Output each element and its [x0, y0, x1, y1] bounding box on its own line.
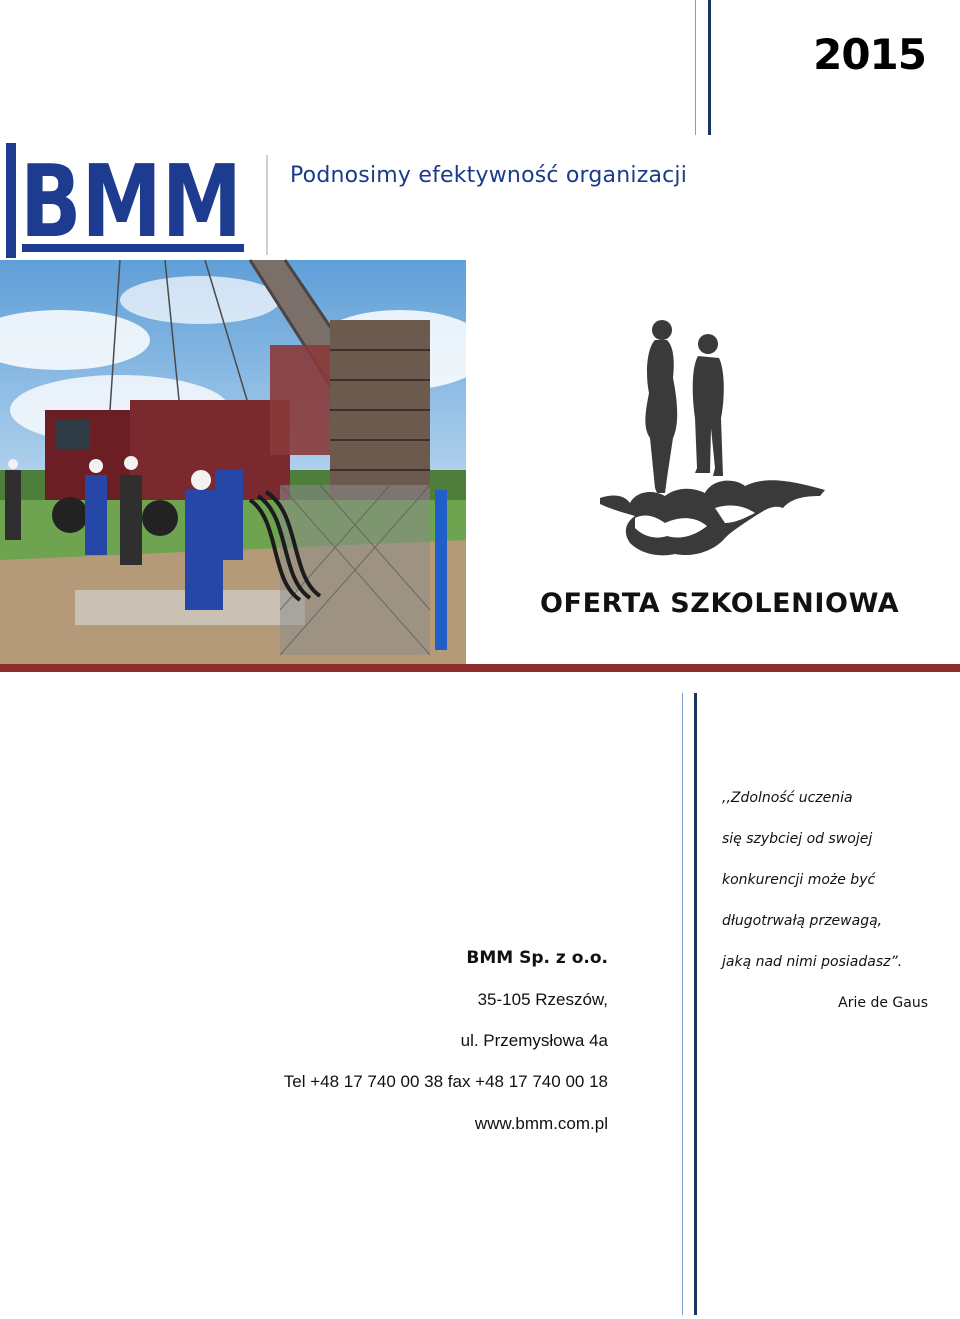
decorative-line-bottom-dark	[694, 693, 697, 1315]
company-website[interactable]: www.bmm.com.pl	[474, 1114, 608, 1133]
quote-line: długotrwałą przewagą,	[722, 913, 883, 929]
quote-line: jaką nad nimi posiadasz”.	[722, 954, 903, 970]
quote-author: Arie de Gaus	[838, 995, 928, 1011]
document-year: 2015	[813, 30, 926, 79]
quote-line: ,,Zdolność uczenia	[722, 790, 853, 806]
offer-title: OFERTA SZKOLENIOWA	[540, 588, 900, 619]
bmm-logo	[6, 143, 261, 258]
company-city: 35-105 Rzeszów,	[477, 990, 608, 1009]
quote-line: konkurencji może być	[722, 872, 876, 888]
decorative-line-top-dark	[708, 0, 711, 135]
decorative-line-bottom-light	[682, 693, 683, 1315]
company-street: ul. Przemysłowa 4a	[460, 1031, 608, 1050]
banner-tagline: Podnosimy efektywność organizacji	[290, 163, 688, 188]
accent-bar	[0, 664, 960, 672]
company-phone-fax: Tel +48 17 740 00 38 fax +48 17 740 00 18	[283, 1072, 608, 1091]
bmm-logo-text: BMM	[20, 143, 242, 260]
company-name: BMM Sp. z o.o.	[466, 948, 608, 968]
logo-divider	[266, 155, 268, 255]
drilling-rig-photo	[0, 260, 466, 664]
people-silhouette-graphic	[595, 318, 835, 568]
decorative-line-top-light	[695, 0, 696, 135]
quote-line: się szybciej od swojej	[722, 831, 873, 847]
